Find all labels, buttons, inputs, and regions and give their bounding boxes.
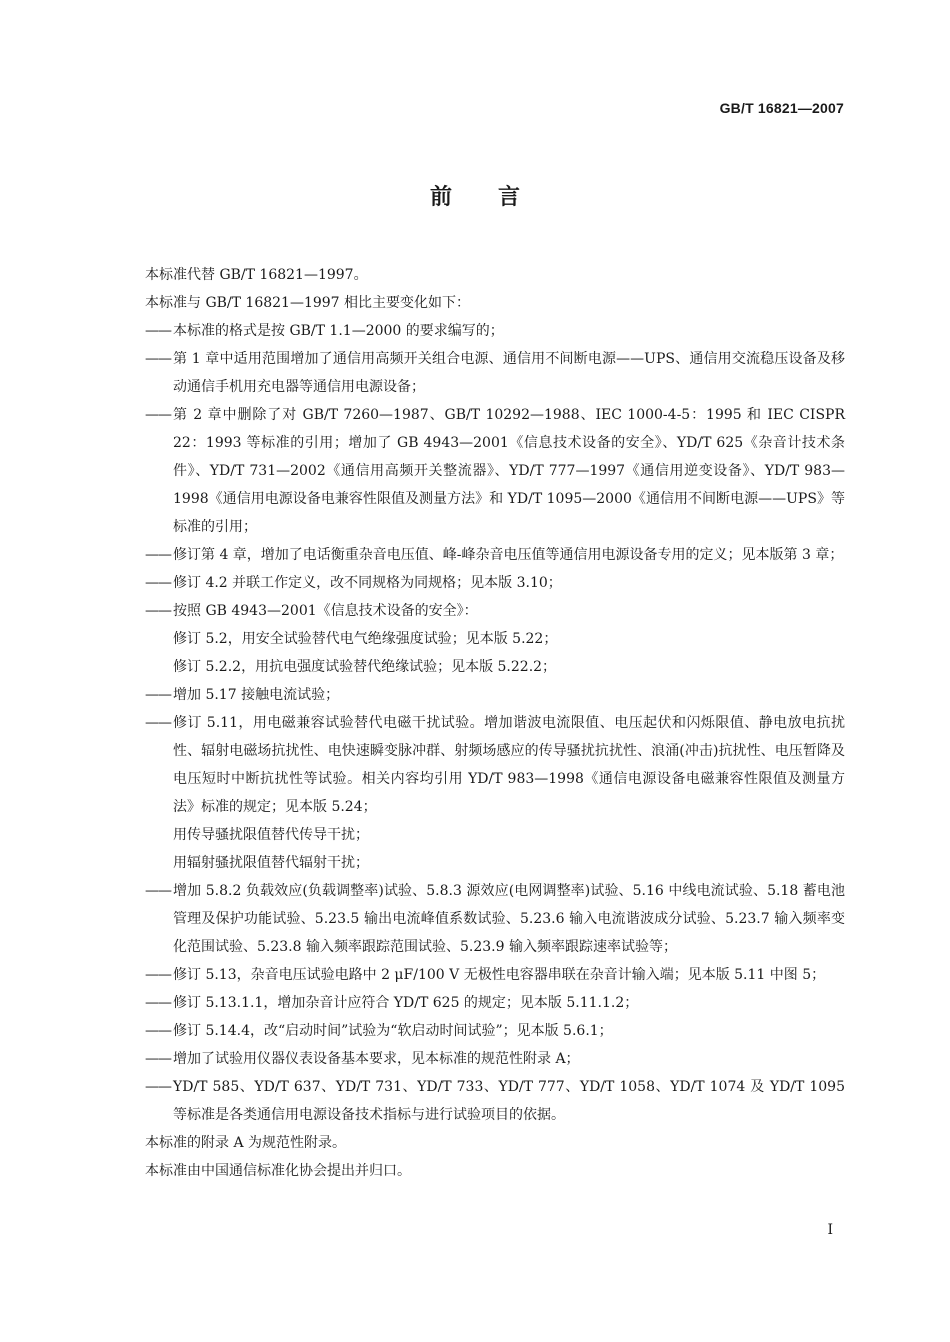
foreword-body [145,261,845,1185]
dash-marker: —— [145,715,171,731]
change-sub-item: 用辐射骚扰限值替代辐射干扰； [173,855,369,871]
paragraph-annex: 本标准的附录 A 为规范性附录。 [145,1135,347,1151]
dash-marker: —— [145,603,171,619]
change-item [145,709,845,821]
change-item [145,1045,845,1073]
dash-marker: —— [145,323,171,339]
change-item-text: 修订 5.13.1.1，增加杂音计应符合 YD/T 625 的规定；见本版 5.11.1.2； [173,995,639,1011]
dash-marker: —— [145,351,171,367]
change-item-text: YD/T 585、YD/T 637、YD/T 731、YD/T 733、YD/T 777、YD/T 1058、YD/T 1074 及 YD/T 1095等标准是各类通信用电源设备技术指标与进行试验项目的依据。 [173,1079,845,1123]
change-item [145,569,845,597]
standard-number: GB/T 16821—2007 [719,100,844,116]
change-item-text: 修订 5.13，杂音电压试验电路中 2 μF/100 V 无极性电容器串联在杂音计输入端；见本版 5.11 中图 5； [173,967,826,983]
dash-marker: —— [145,547,171,563]
dash-marker: —— [145,1079,171,1095]
change-sub-item: 修订 5.2.2，用抗电强度试验替代绝缘试验；见本版 5.22.2； [173,659,557,675]
change-item [145,877,845,961]
paragraph-proposer: 本标准由中国通信标准化协会提出并归口。 [145,1163,411,1179]
dash-marker: —— [145,1023,171,1039]
change-item-text: 增加了试验用仪器仪表设备基本要求，见本标准的规范性附录 A； [173,1051,580,1067]
change-item [145,541,845,569]
dash-marker: —— [145,883,171,899]
change-sub-item: 用传导骚扰限值替代传导干扰； [173,827,369,843]
change-item-text: 第 2 章中删除了对 GB/T 7260—1987、GB/T 10292—1988、IEC 1000-4-5：1995 和 IEC CISPR 22：1993 等标准的引用；增加了 GB 4943—2001《信息技术设备的安全》、YD/T 625《杂音计技术条件》、YD/T 731—2002《通信用高频开关整流器》、YD/T 777—1997《通信用逆变设备》、YD/T 983—1998《通信用电源设备电兼容性限值及测量方法》和 YD/T 1095—2000《通信用不间断电源——UPS》等标准的引用； [173,407,845,535]
paragraph-replaces: 本标准代替 GB/T 16821—1997。 [145,267,368,283]
change-item [145,597,845,625]
change-item-text: 本标准的格式是按 GB/T 1.1—2000 的要求编写的； [173,323,504,339]
dash-marker: —— [145,687,171,703]
change-item [145,1073,845,1129]
paragraph-changes-intro: 本标准与 GB/T 16821—1997 相比主要变化如下： [145,295,471,311]
change-item-text: 第 1 章中适用范围增加了通信用高频开关组合电源、通信用不间断电源——UPS、通信用交流稳压设备及移动通信手机用充电器等通信用电源设备； [173,351,845,395]
change-item [145,317,845,345]
page-number: I [827,1222,833,1238]
change-item [145,961,845,989]
change-item-text: 按照 GB 4943—2001《信息技术设备的安全》： [173,603,478,619]
change-item [145,401,845,541]
change-item [145,989,845,1017]
dash-marker: —— [145,967,171,983]
change-item [145,345,845,401]
change-item-text: 修订 5.14.4，改“启动时间”试验为“软启动时间试验”；见本版 5.6.1； [173,1023,613,1039]
dash-marker: —— [145,1051,171,1067]
change-item [145,1017,845,1045]
page-title: 前言 [429,185,566,210]
dash-marker: —— [145,995,171,1011]
change-item [145,681,845,709]
change-item-text: 修订第 4 章，增加了电话衡重杂音电压值、峰-峰杂音电压值等通信用电源设备专用的定义；见本版第 3 章； [173,547,844,563]
change-item-text: 修订 5.11，用电磁兼容试验替代电磁干扰试验。增加谐波电流限值、电压起伏和闪烁限值、静电放电抗扰性、辐射电磁场抗扰性、电快速瞬变脉冲群、射频场感应的传导骚扰抗扰性、浪涌(冲击)抗扰性、电压暂降及电压短时中断抗扰性等试验。相关内容均引用 YD/T 983—1998《通信电源设备电磁兼容性限值及测量方法》标准的规定；见本版 5.24； [173,715,845,815]
change-item-text: 增加 5.8.2 负载效应(负载调整率)试验、5.8.3 源效应(电网调整率)试验、5.16 中线电流试验、5.18 蓄电池管理及保护功能试验、5.23.5 输出电流峰值系数试验、5.23.6 输入电流谐波成分试验、5.23.7 输入频率变化范围试验、5.23.8 输入频率跟踪范围试验、5.23.9 输入频率跟踪速率试验等； [173,883,845,955]
dash-marker: —— [145,575,171,591]
change-sub-item: 修订 5.2，用安全试验替代电气绝缘强度试验；见本版 5.22； [173,631,558,647]
dash-marker: —— [145,407,171,423]
change-item-text: 增加 5.17 接触电流试验； [173,687,340,703]
change-item-text: 修订 4.2 并联工作定义，改不同规格为同规格；见本版 3.10； [173,575,562,591]
